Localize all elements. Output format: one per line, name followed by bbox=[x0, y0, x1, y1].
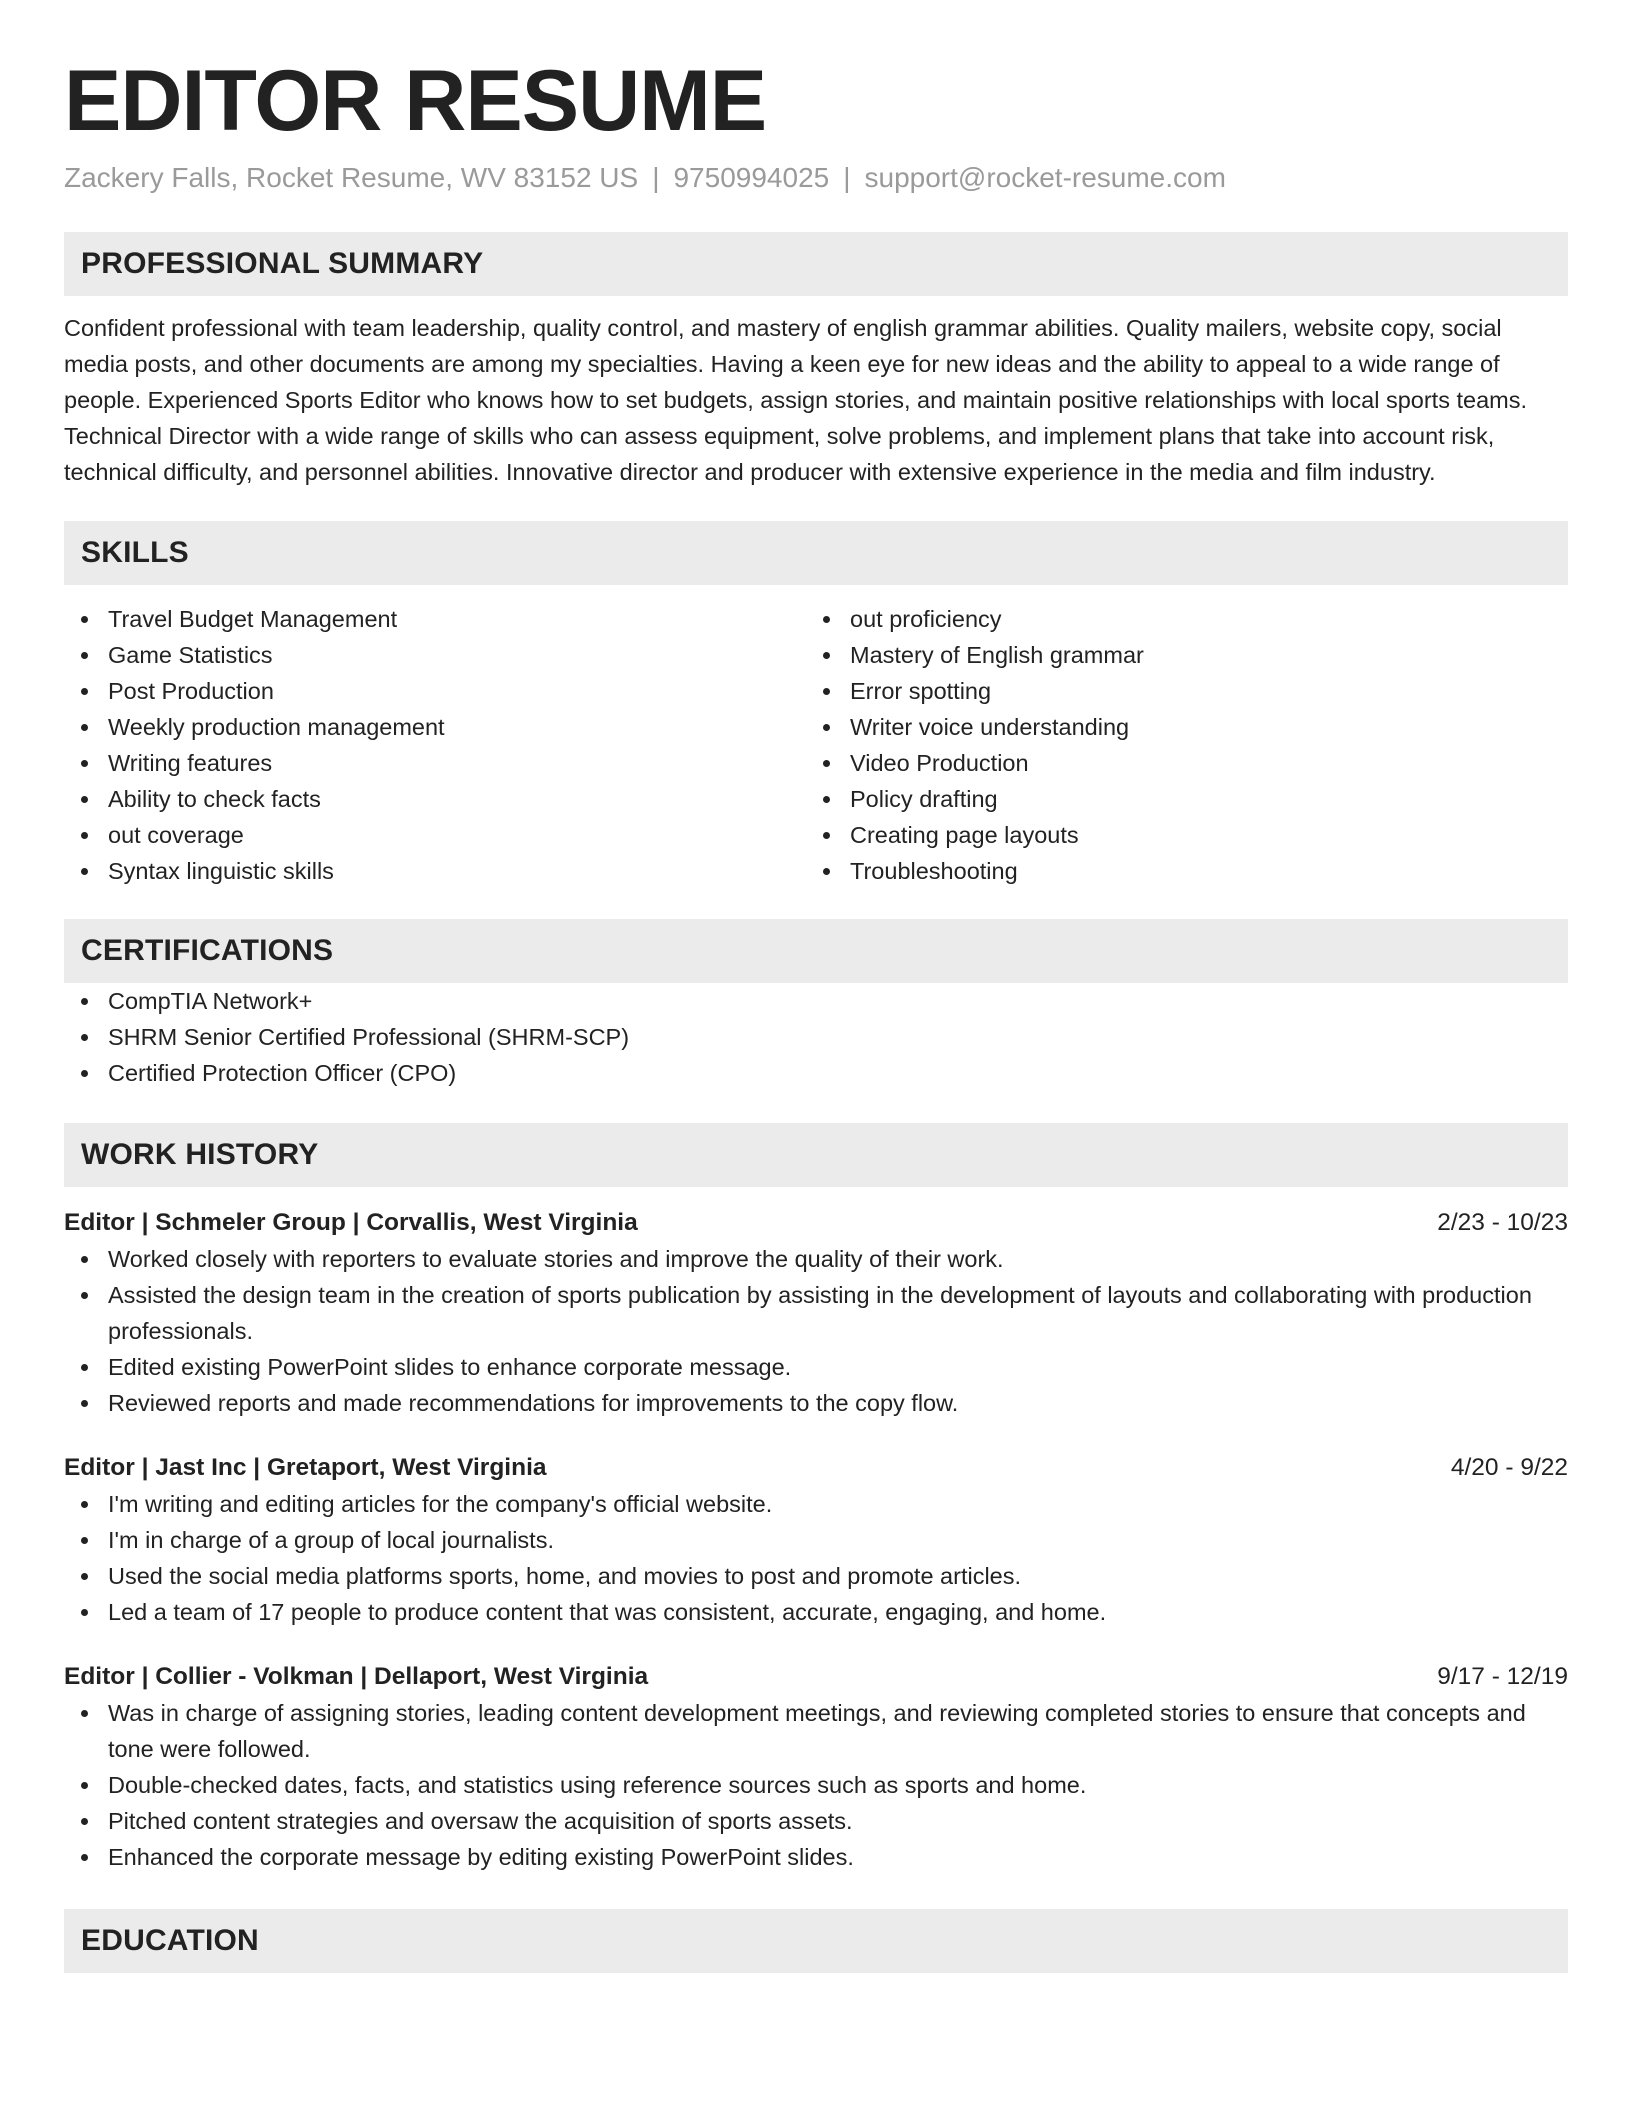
certifications-list bbox=[64, 983, 1568, 1091]
certification-item: SHRM Senior Certified Professional (SHRM-SCP) bbox=[64, 1019, 1568, 1055]
job-heading: Editor | Schmeler Group | Corvallis, West Virginia bbox=[64, 1209, 638, 1236]
skill-item: Video Production bbox=[806, 745, 1548, 781]
job-bullet: I'm writing and editing articles for the company's official website. bbox=[64, 1486, 1568, 1522]
skill-item: Travel Budget Management bbox=[64, 601, 806, 637]
certification-item: Certified Protection Officer (CPO) bbox=[64, 1055, 1568, 1091]
skill-item: Syntax linguistic skills bbox=[64, 853, 806, 889]
job-heading: Editor | Jast Inc | Gretaport, West Virginia bbox=[64, 1454, 547, 1481]
certifications-header: CERTIFICATIONS bbox=[64, 919, 1568, 983]
job-entry bbox=[64, 1205, 1568, 1421]
job-dates: 9/17 - 12/19 bbox=[1437, 1663, 1568, 1690]
skills-columns bbox=[64, 601, 1568, 889]
skill-item: Writing features bbox=[64, 745, 806, 781]
job-bullet: Led a team of 17 people to produce content that was consistent, accurate, engaging, and home. bbox=[64, 1594, 1568, 1630]
education-header: EDUCATION bbox=[64, 1909, 1568, 1973]
job-dates: 2/23 - 10/23 bbox=[1437, 1209, 1568, 1236]
work-history-header: WORK HISTORY bbox=[64, 1123, 1568, 1187]
summary-header: PROFESSIONAL SUMMARY bbox=[64, 232, 1568, 296]
job-heading-row bbox=[64, 1659, 1568, 1695]
skill-item: Troubleshooting bbox=[806, 853, 1548, 889]
contact-phone: 9750994025 bbox=[673, 162, 830, 193]
job-bullet: Reviewed reports and made recommendations for improvements to the copy flow. bbox=[64, 1385, 1568, 1421]
job-heading-row bbox=[64, 1450, 1568, 1486]
job-entry bbox=[64, 1450, 1568, 1630]
skills-right-list bbox=[806, 601, 1548, 889]
certification-item: CompTIA Network+ bbox=[64, 983, 1568, 1019]
job-bullets bbox=[64, 1241, 1568, 1421]
skills-left-list bbox=[64, 601, 806, 889]
skill-item: Mastery of English grammar bbox=[806, 637, 1548, 673]
skill-item: Creating page layouts bbox=[806, 817, 1548, 853]
job-dates: 4/20 - 9/22 bbox=[1450, 1454, 1568, 1481]
skill-item: Error spotting bbox=[806, 673, 1548, 709]
skill-item: out proficiency bbox=[806, 601, 1548, 637]
job-bullets bbox=[64, 1486, 1568, 1630]
skill-item: out coverage bbox=[64, 817, 806, 853]
job-bullet: Assisted the design team in the creation of sports publication by assisting in the development of layouts and collaborating with production professionals. bbox=[64, 1277, 1568, 1349]
skill-item: Writer voice understanding bbox=[806, 709, 1548, 745]
job-bullet: Pitched content strategies and oversaw the acquisition of sports assets. bbox=[64, 1803, 1568, 1839]
skill-item: Policy drafting bbox=[806, 781, 1548, 817]
job-bullet: Worked closely with reporters to evaluate stories and improve the quality of their work. bbox=[64, 1241, 1568, 1277]
summary-text: Confident professional with team leadership, quality control, and mastery of english grammar abilities. Quality mailers, website copy, social media posts, and other documents are among my specialties. Having a keen eye for new ideas and the ability to appeal to a wide range of people. Experienced Sports Editor who knows how to set budgets, assign stories, and maintain positive relationships with local sports teams. Technical Director with a wide range of skills who can assess equipment, solve problems, and implement plans that take into account risk, technical difficulty, and personnel abilities. Innovative director and producer with extensive experience in the media and film industry. bbox=[64, 315, 1527, 485]
contact-address: Zackery Falls, Rocket Resume, WV 83152 US bbox=[64, 162, 639, 193]
job-bullet: I'm in charge of a group of local journalists. bbox=[64, 1522, 1568, 1558]
skill-item: Game Statistics bbox=[64, 637, 806, 673]
job-bullet: Enhanced the corporate message by editing existing PowerPoint slides. bbox=[64, 1839, 1568, 1875]
skill-item: Weekly production management bbox=[64, 709, 806, 745]
job-bullet: Edited existing PowerPoint slides to enhance corporate message. bbox=[64, 1349, 1568, 1385]
contact-separator: | bbox=[843, 162, 851, 193]
skills-header: SKILLS bbox=[64, 521, 1568, 585]
job-bullet: Used the social media platforms sports, home, and movies to post and promote articles. bbox=[64, 1558, 1568, 1594]
job-bullet: Was in charge of assigning stories, leading content development meetings, and reviewing completed stories to ensure that concepts and tone were followed. bbox=[64, 1695, 1568, 1767]
contact-line bbox=[64, 162, 1568, 194]
skill-item: Post Production bbox=[64, 673, 806, 709]
contact-email: support@rocket-resume.com bbox=[864, 162, 1226, 193]
job-heading-row bbox=[64, 1205, 1568, 1241]
job-bullets bbox=[64, 1695, 1568, 1875]
skill-item: Ability to check facts bbox=[64, 781, 806, 817]
resume-title: EDITOR RESUME bbox=[64, 53, 767, 149]
job-entry bbox=[64, 1659, 1568, 1875]
contact-separator: | bbox=[652, 162, 660, 193]
job-bullet: Double-checked dates, facts, and statistics using reference sources such as sports and home. bbox=[64, 1767, 1568, 1803]
job-heading: Editor | Collier - Volkman | Dellaport, West Virginia bbox=[64, 1663, 649, 1690]
